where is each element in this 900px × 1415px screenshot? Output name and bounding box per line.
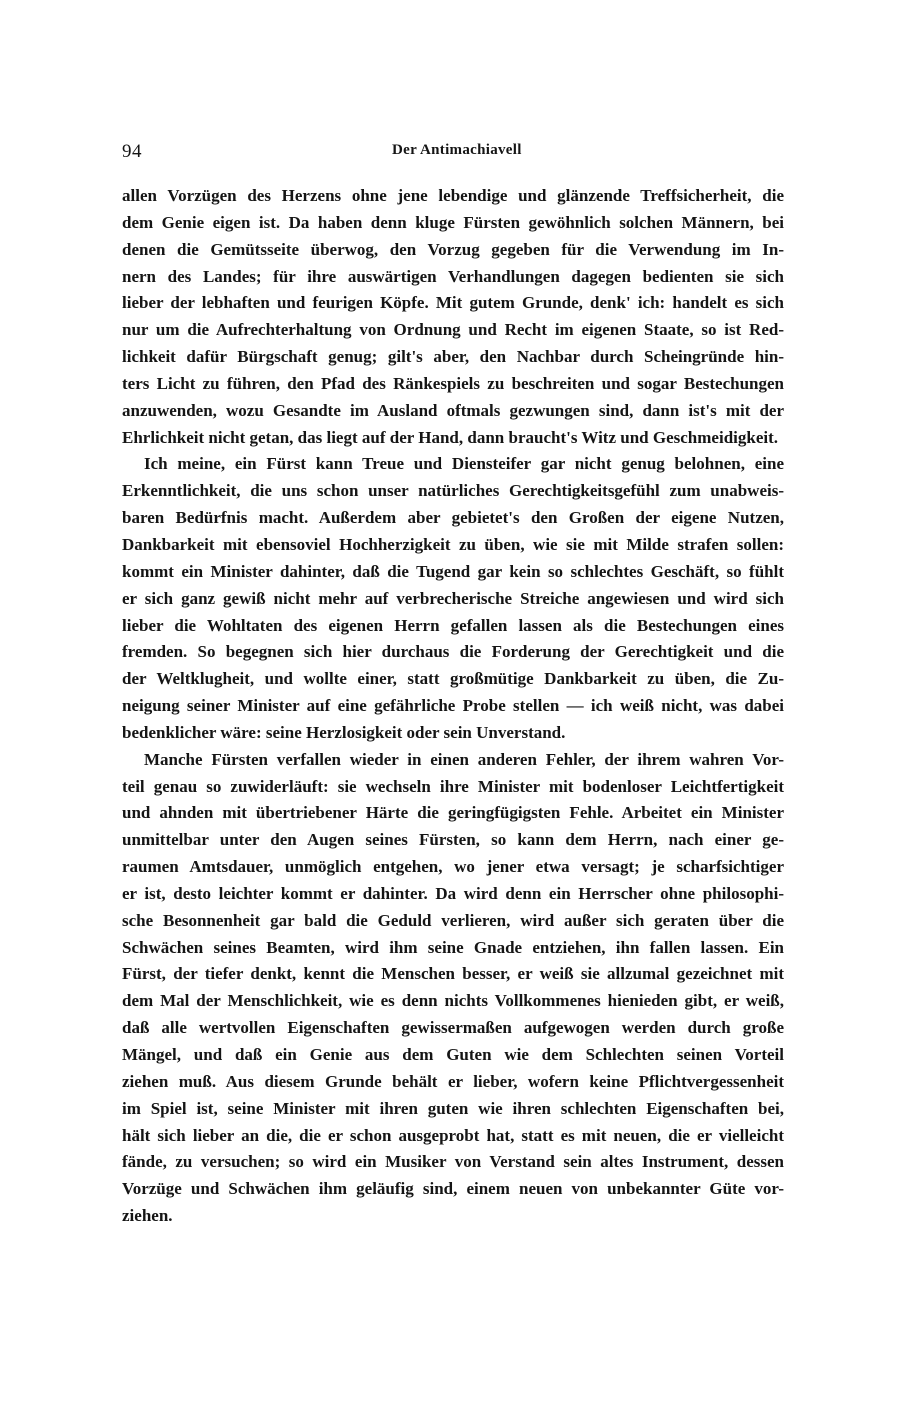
text-line: nern des Landes; für ihre auswärtigen Verhandlungen dagegen bedienten sie sich xyxy=(122,266,784,286)
page-number: 94 xyxy=(122,141,142,162)
text-line: baren Bedürfnis macht. Außerdem aber gebietet's den Großen der eigene Nutzen, xyxy=(122,508,784,528)
text-line: lieber die Wohltaten des eigenen Herrn gefallen lassen als die Bestechungen eines xyxy=(122,615,784,635)
text-line: dem Genie eigen ist. Da haben denn kluge Fürsten gewöhnlich solchen Männern, bei xyxy=(122,212,784,232)
text-line: allen Vorzügen des Herzens ohne jene lebendige und glänzende Treffsicherheit, die xyxy=(122,186,784,205)
text-line: der Weltklugheit, und wollte einer, statt großmütige Dankbarkeit zu üben, die Zu- xyxy=(122,669,784,689)
text-line: Schwächen seines Beamten, wird ihm seine Gnade entziehen, ihn fallen lassen. Ein xyxy=(122,937,784,957)
text-line: nur um die Aufrechterhaltung von Ordnung und Recht im eigenen Staate, so ist Red- xyxy=(122,320,784,340)
body-text xyxy=(122,183,784,1230)
text-line: raumen Amtsdauer, unmöglich entgehen, wo jener etwa versagt; je scharfsichtiger xyxy=(122,857,784,877)
text-line: kommt ein Minister dahinter, daß die Tugend gar kein so schlechtes Geschäft, so fühlt xyxy=(122,561,784,581)
text-line: dem Mal der Menschlichkeit, wie es denn nichts Vollkommenes hienieden gibt, er weiß, xyxy=(122,991,784,1011)
text-line: er ist, desto leichter kommt er dahinter. Da wird denn ein Herrscher ohne philosophi- xyxy=(122,883,784,903)
text-line: er sich ganz gewiß nicht mehr auf verbrecherische Streiche angewiesen und wird sich xyxy=(122,588,784,608)
text-line: bedenklicher wäre: seine Herzlosigkeit oder sein Unverstand. xyxy=(122,722,566,742)
text-line: hält sich lieber an die, die er schon ausgeprobt hat, statt es mit neuen, die er vielleicht xyxy=(122,1125,784,1145)
text-line: Erkenntlichkeit, die uns schon unser natürliches Gerechtigkeitsgefühl zum unabweis- xyxy=(122,481,784,501)
text-line: neigung seiner Minister auf eine gefährliche Probe stellen — ich weiß nicht, was dabei xyxy=(122,696,784,716)
text-line: teil genau so zuwiderläuft: sie wechseln ihre Minister mit bodenloser Leichtfertigkeit xyxy=(122,776,784,796)
text-line: lichkeit dafür Bürgschaft genug; gilt's aber, den Nachbar durch Scheingründe hin- xyxy=(122,347,784,367)
text-line: lieber der lebhaften und feurigen Köpfe. Mit gutem Grunde, denk' ich: handelt es sich xyxy=(122,293,784,313)
text-line: Mängel, und daß ein Genie aus dem Guten wie dem Schlechten seinen Vorteil xyxy=(122,1045,784,1064)
text-line: Ich meine, ein Fürst kann Treue und Diensteifer gar nicht genug belohnen, eine xyxy=(144,454,784,474)
text-line: ziehen. xyxy=(122,1206,173,1226)
text-line: fremden. So begegnen sich hier durchaus die Forderung der Gerechtigkeit und die xyxy=(122,642,784,662)
page-header xyxy=(122,141,784,165)
text-line: Dankbarkeit mit ebensoviel Hochherzigkeit zu üben, wie sie mit Milde strafen sollen: xyxy=(122,534,784,554)
text-line: unmittelbar unter den Augen seines Fürsten, so kann dem Herrn, nach einer ge- xyxy=(122,830,784,850)
text-line: und ahnden mit übertriebener Härte die geringfügigsten Fehle. Arbeitet ein Minister xyxy=(122,803,784,823)
text-line: Vorzüge und Schwächen ihm geläufig sind, einem neuen von unbekannter Güte vor- xyxy=(122,1179,784,1199)
text-line: ziehen muß. Aus diesem Grunde behält er lieber, wofern keine Pflichtvergessenheit xyxy=(122,1071,784,1091)
text-line: Ehrlichkeit nicht getan, das liegt auf der Hand, dann braucht's Witz und Geschmeidigkeit. xyxy=(122,427,779,447)
text-line: anzuwenden, wozu Gesandte im Ausland oftmals gezwungen sind, dann ist's mit der xyxy=(122,400,784,420)
text-line: fände, zu versuchen; so wird ein Musiker von Verstand sein altes Instrument, dessen xyxy=(122,1152,784,1172)
running-head: Der Antimachiavell xyxy=(392,142,522,158)
text-line: Manche Fürsten verfallen wieder in einen anderen Fehler, der ihrem wahren Vor- xyxy=(144,749,784,769)
text-line: sche Besonnenheit gar bald die Geduld verlieren, wird außer sich geraten über die xyxy=(122,910,784,930)
text-line: Fürst, der tiefer denkt, kennt die Menschen besser, er weiß sie allzumal gezeichnet mit xyxy=(122,964,784,984)
text-line: im Spiel ist, seine Minister mit ihren guten wie ihren schlechten Eigenschaften bei, xyxy=(122,1098,784,1118)
text-line: denen die Gemütsseite überwog, den Vorzug gegeben für die Verwendung im In- xyxy=(122,239,784,259)
text-line: ters Licht zu führen, den Pfad des Ränkespiels zu beschreiten und sogar Bestechungen xyxy=(122,373,784,393)
text-line: daß alle wertvollen Eigenschaften gewissermaßen aufgewogen werden durch große xyxy=(122,1018,784,1038)
